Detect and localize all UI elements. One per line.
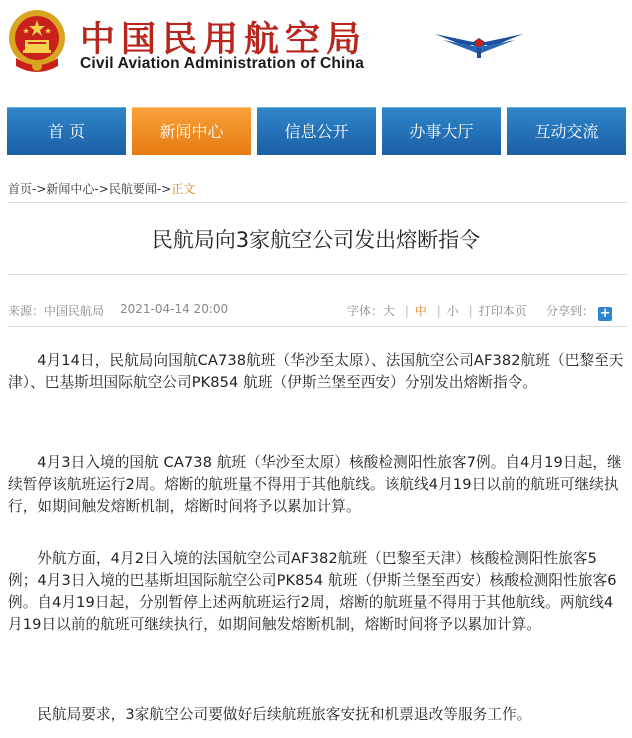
breadcrumb-separator: -> <box>32 182 47 196</box>
article-source: 来源：中国民航局 <box>8 304 105 318</box>
caac-wings-logo-icon <box>433 26 525 60</box>
divider <box>8 202 628 203</box>
breadcrumb-separator: -> <box>94 182 109 196</box>
breadcrumb-current: 正文 <box>171 182 196 196</box>
share-area <box>546 302 612 321</box>
font-small-button[interactable]: 小 <box>446 304 459 318</box>
share-plus-icon[interactable]: + <box>599 306 611 321</box>
nav-item-info-disclosure[interactable]: 信息公开 <box>257 107 376 155</box>
nav-item-home[interactable]: 首 页 <box>7 107 126 155</box>
nav-item-service-hall[interactable]: 办事大厅 <box>382 107 501 155</box>
article-date: 2021-04-14 20:00 <box>120 302 229 316</box>
main-nav <box>0 107 632 155</box>
site-title-en: Civil Aviation Administration of China <box>80 55 365 72</box>
tool-separator: | <box>468 304 473 318</box>
breadcrumb-section-link[interactable]: 民航要闻 <box>108 182 157 196</box>
national-emblem-icon <box>6 6 68 80</box>
tool-separator: | <box>436 304 441 318</box>
tool-separator: | <box>404 304 409 318</box>
article-paragraph: 外航方面，4月2日入境的法国航空公司AF382航班（巴黎至天津）核酸检测阳性旅客5例；4月3日入境的巴基斯坦国际航空公司PK854 航班（伊斯兰堡至西安）核酸检测阳性旅客6例。自4月19日起，分别暂停上述两航班运行2周，熔断的航班量不得用于其他航线。两航线4月19日以前的航班可继续执行，如期间触发熔断机制，熔断时间将予以累加计算。 <box>8 550 617 633</box>
divider <box>8 274 628 275</box>
font-medium-button[interactable]: 中 <box>414 304 427 318</box>
breadcrumb <box>8 180 195 197</box>
article-paragraph: 民航局要求，3家航空公司要做好后续航班旅客安抚和机票退改等服务工作。 <box>37 706 532 723</box>
share-label: 分享到： <box>546 304 595 318</box>
breadcrumb-home-link[interactable]: 首页 <box>8 182 33 196</box>
font-size-label: 字体： <box>347 304 384 318</box>
site-header <box>0 0 632 96</box>
breadcrumb-separator: -> <box>156 182 172 196</box>
site-title-cn: 中国民用航空局 <box>80 20 368 60</box>
divider <box>8 326 628 327</box>
nav-item-news-center[interactable]: 新闻中心 <box>132 107 251 155</box>
print-page-link[interactable]: 打印本页 <box>478 304 527 318</box>
article-title: 民航局向3家航空公司发出熔断指令 <box>151 228 481 252</box>
breadcrumb-news-link[interactable]: 新闻中心 <box>46 182 95 196</box>
nav-item-interaction[interactable]: 互动交流 <box>507 107 626 155</box>
article-tools <box>347 302 527 319</box>
article-paragraph: 4月14日，民航局向国航CA738航班（华沙至太原）、法国航空公司AF382航班（巴黎至天津）、巴基斯坦国际航空公司PK854 航班（伊斯兰堡至西安）分别发出熔断指令。 <box>8 352 624 391</box>
article-paragraph: 4月3日入境的国航 CA738 航班（华沙至太原）核酸检测阳性旅客7例。自4月19日起，继续暂停该航班运行2周。熔断的航班量不得用于其他航线。该航线4月19日以前的航班可继续执行，如期间触发熔断机制，熔断时间将予以累加计算。 <box>8 454 622 515</box>
font-large-button[interactable]: 大 <box>383 304 396 318</box>
